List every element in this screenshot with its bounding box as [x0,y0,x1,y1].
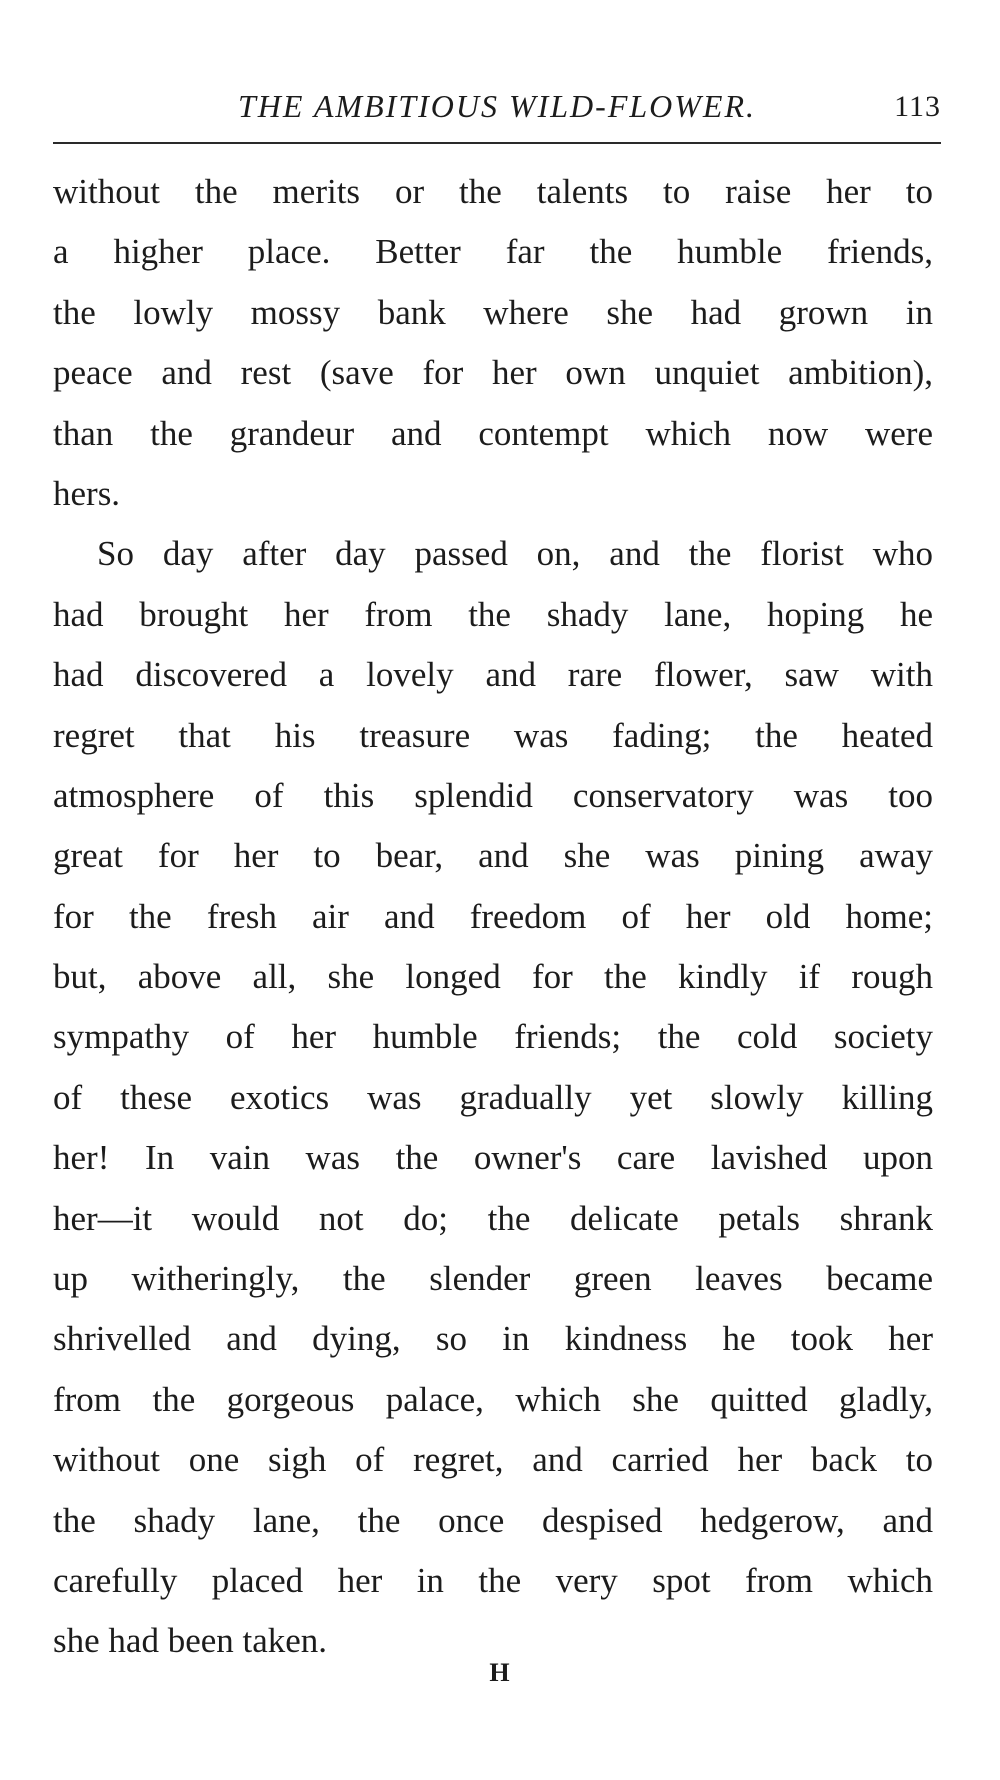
text-line: sympathy of her humble friends; the cold society [53,1017,933,1057]
page-number: 113 [894,90,941,123]
text-line: atmosphere of this splendid conservatory was too [53,775,933,815]
text-line: shrivelled and dying, so in kindness he took her [53,1319,933,1359]
text-line: regret that his treasure was fading; the heated [53,715,933,755]
text-line: So day after day passed on, and the florist who [97,534,933,574]
header-rule [53,142,941,144]
text-line: up witheringly, the slender green leaves became [53,1259,933,1299]
text-line: from the gorgeous palace, which she quitted gladly, [53,1379,933,1419]
text-line: than the grandeur and contempt which now were [53,413,933,453]
text-line: had discovered a lovely and rare flower, saw with [53,655,933,695]
running-title: THE AMBITIOUS WILD-FLOWER. [237,88,757,124]
text-line: carefully placed her in the very spot from which [53,1560,933,1600]
text-line: she had been taken. [53,1621,328,1661]
text-line: great for her to bear, and she was pining away [53,836,933,876]
text-line: the lowly mossy bank where she had grown in [53,292,933,332]
text-line: peace and rest (save for her own unquiet ambition), [53,353,933,393]
text-line: of these exotics was gradually yet slowly killing [53,1077,933,1117]
text-line: but, above all, she longed for the kindly if rough [53,957,933,997]
text-line: for the fresh air and freedom of her old home; [53,896,933,936]
text-line: a higher place. Better far the humble friends, [53,232,933,272]
signature-mark: H [489,1658,511,1687]
text-line: her! In vain was the owner's care lavished upon [53,1138,933,1178]
text-line: without one sigh of regret, and carried her back to [53,1440,933,1480]
text-line: hers. [53,473,121,513]
text-line: without the merits or the talents to raise her to [53,172,933,211]
paragraph-first-line [53,524,933,584]
running-head [53,82,941,132]
text-line: her—it would not do; the delicate petals shrank [53,1198,933,1238]
body-text [53,162,933,1672]
text-line: had brought her from the shady lane, hoping he [53,594,933,634]
text-line: the shady lane, the once despised hedgerow, and [53,1500,933,1540]
